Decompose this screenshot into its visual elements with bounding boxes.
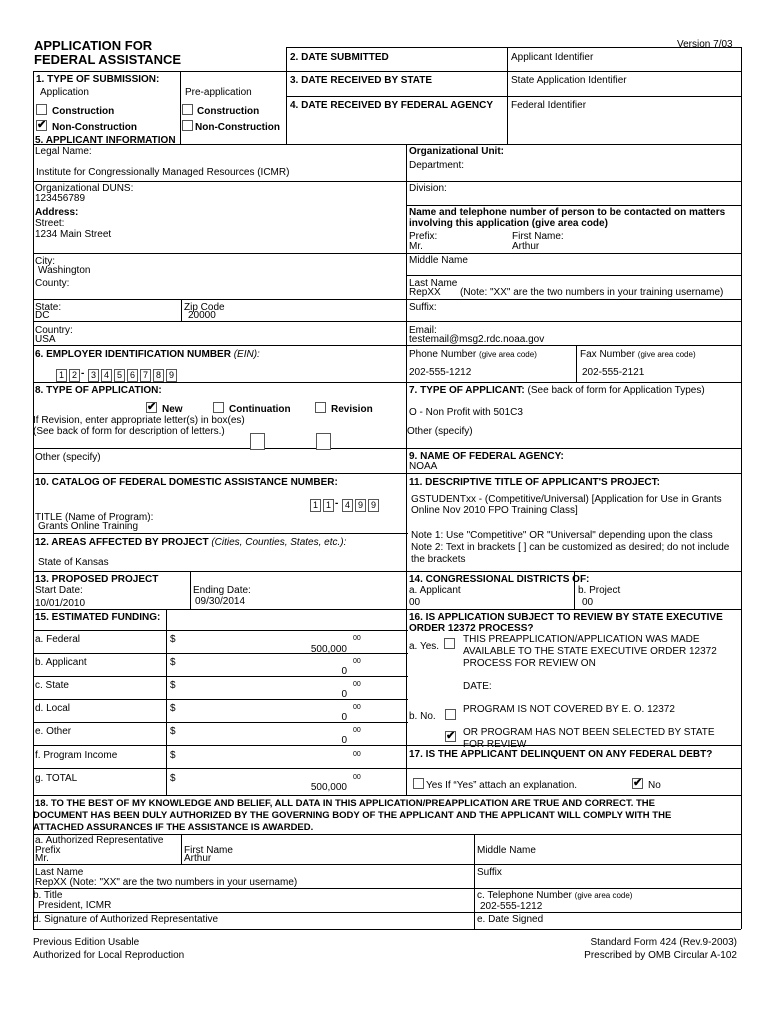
funding-dollar-sign: $ (170, 703, 176, 714)
project-note-1: Note 1: Use "Competitive" OR "Universal" depending upon the class (411, 530, 713, 541)
funding-row-label: b. Applicant (35, 657, 87, 668)
applicant-type-note: (See back of form for Application Types) (527, 385, 705, 396)
applicant-info-heading: 5. APPLICANT INFORMATION (35, 135, 176, 146)
delinquent-no-label: No (648, 780, 661, 791)
funding-row-cents: 00 (353, 635, 361, 642)
review-yes-text-line1: THIS PREAPPLICATION/APPLICATION WAS MADE (463, 634, 700, 645)
authorized-rep-label: a. Authorized Representative (35, 835, 164, 846)
pre-non-construction-checkbox[interactable] (182, 120, 193, 131)
funding-row-cents: 00 (353, 751, 361, 758)
review-yes-label: a. Yes. (409, 641, 440, 652)
rep-suffix-label: Suffix (477, 867, 502, 878)
non-construction-label: Non-Construction (52, 122, 137, 133)
project-note-3: the brackets (411, 554, 466, 565)
rep-phone-label-text: c. Telephone Number (477, 890, 572, 901)
construction-label: Construction (52, 106, 115, 117)
funding-row-label: g. TOTAL (35, 773, 78, 784)
legal-name-label: Legal Name: (35, 146, 92, 157)
contact-prefix-value: Mr. (409, 241, 423, 252)
app-type-heading: 8. TYPE OF APPLICATION: (35, 385, 162, 396)
funding-row-value: 500,000 (310, 782, 347, 793)
pre-construction-label: Construction (197, 106, 260, 117)
state-label: State: (35, 302, 62, 313)
department-label: Department: (409, 160, 465, 171)
contact-first-name-label: First Name: (512, 231, 564, 242)
street-value: 1234 Main Street (35, 229, 112, 240)
funding-dollar-sign: $ (170, 726, 176, 737)
program-title-label: TITLE (Name of Program): (35, 512, 154, 523)
certification-line2: DOCUMENT HAS BEEN DULY AUTHORIZED BY THE GOVERNING BODY OF THE APPLICANT AND THE APPLICANT WILL COMPLY WITH THE (33, 810, 672, 821)
rep-first-name-label: First Name (184, 845, 233, 856)
rep-prefix-label: Prefix (35, 845, 61, 856)
fax-label-text: Fax Number (580, 349, 636, 360)
end-date-value: 09/30/2014 (195, 596, 246, 607)
city-value: Washington (38, 265, 91, 276)
funding-row-label: d. Local (35, 703, 71, 714)
org-unit-label: Organizational Unit: (409, 146, 504, 157)
contact-first-name-value: Arthur (512, 241, 540, 252)
date-received-federal-label: 4. DATE RECEIVED BY FEDERAL AGENCY (290, 100, 493, 111)
funding-dollar-sign: $ (170, 680, 176, 691)
submission-application-label: Application (40, 87, 89, 98)
rep-title-label: b. Title (33, 890, 63, 901)
submission-heading: 1. TYPE OF SUBMISSION: (36, 74, 160, 85)
review-yes-checkbox[interactable] (444, 638, 455, 649)
date-submitted-label: 2. DATE SUBMITTED (290, 52, 389, 63)
end-date-label: Ending Date: (193, 585, 251, 596)
cfda-digit[interactable]: 9 (355, 499, 366, 512)
review-heading-line2: ORDER 12372 PROCESS? (409, 623, 534, 634)
rep-prefix-value: Mr. (35, 853, 49, 864)
fax-label (580, 349, 696, 360)
contact-prefix-label: Prefix: (409, 231, 438, 242)
non-construction-checkbox[interactable] (36, 120, 47, 131)
not-selected-checkbox[interactable] (445, 731, 456, 742)
applicant-identifier-label: Applicant Identifier (511, 52, 594, 63)
cfda-digit[interactable]: 1 (323, 499, 334, 512)
review-date-label: DATE: (463, 681, 492, 692)
not-covered-label: PROGRAM IS NOT COVERED BY E. O. 12372 (463, 704, 675, 715)
federal-identifier-label: Federal Identifier (511, 100, 587, 111)
revision-instruction-line2: (See back of form for description of letters.) (33, 426, 225, 437)
funding-dollar-sign: $ (170, 634, 176, 645)
review-yes-text-line2: AVAILABLE TO THE STATE EXECUTIVE ORDER 12372 (463, 646, 717, 657)
county-label: County: (35, 278, 70, 289)
review-heading-line1: 16. IS APPLICATION SUBJECT TO REVIEW BY STATE EXECUTIVE (409, 612, 723, 623)
project-note-2: Note 2: Text in brackets [ ] can be customized as desired; do not include (411, 542, 730, 553)
construction-checkbox[interactable] (36, 104, 47, 115)
ein-digit[interactable]: 8 (153, 369, 164, 382)
contact-middle-name-label: Middle Name (409, 255, 468, 266)
form-title-line2: FEDERAL ASSISTANCE (34, 52, 182, 67)
cfda-digit[interactable]: 4 (342, 499, 353, 512)
funding-row-value: 0 (341, 712, 347, 723)
project-title-line1: GSTUDENTxx - (Competitive/Universal) [Application for Use in Grants (411, 494, 722, 505)
country-value: USA (35, 334, 56, 345)
ein-digit[interactable]: 2 (69, 369, 80, 382)
not-selected-label-line2: FOR REVIEW (463, 739, 527, 750)
phone-label (409, 349, 537, 360)
funding-row-label: f. Program Income (35, 750, 118, 761)
review-yes-text-line3: PROCESS FOR REVIEW ON (463, 658, 596, 669)
delinquent-no-checkbox[interactable] (632, 778, 643, 789)
pre-non-construction-label: Non-Construction (195, 122, 280, 133)
delinquent-yes-checkbox[interactable] (413, 778, 424, 789)
applicant-type-other-label: Other (specify) (407, 426, 473, 437)
rep-first-name-value: Arthur (184, 853, 212, 864)
areas-heading (35, 537, 346, 548)
funding-row-cents: 00 (353, 727, 361, 734)
ein-heading-italic: (EIN): (233, 349, 260, 360)
duns-label: Organizational DUNS: (35, 183, 134, 194)
catalog-heading: 10. CATALOG OF FEDERAL DOMESTIC ASSISTANCE NUMBER: (35, 477, 338, 488)
cfda-dash: - (335, 498, 339, 509)
ein-dash: - (81, 368, 85, 379)
rep-last-name-label: Last Name (35, 867, 84, 878)
date-received-state-label: 3. DATE RECEIVED BY STATE (290, 75, 433, 86)
funding-dollar-sign: $ (170, 657, 176, 668)
contact-last-name-value: RepXX (409, 287, 441, 298)
not-selected-label-line1: OR PROGRAM HAS NOT BEEN SELECTED BY STATE (463, 727, 715, 738)
certification-line3: ATTACHED ASSURANCES IF THE ASSISTANCE IS AWARDED. (33, 822, 314, 833)
revision-instruction-line1: If Revision, enter appropriate letter(s) in box(es) (33, 415, 245, 426)
fax-label-hint: (give area code) (637, 350, 696, 359)
funding-row-cents: 00 (353, 681, 361, 688)
contact-last-name-label: Last Name (409, 278, 458, 289)
ein-digit[interactable]: 3 (88, 369, 99, 382)
address-label: Address: (35, 207, 79, 218)
rep-phone-label (477, 890, 632, 901)
contact-heading-line1: Name and telephone number of person to be contacted on matters (409, 207, 726, 218)
version-label: Version 7/03 (677, 39, 733, 50)
submission-preapplication-label: Pre-application (185, 87, 252, 98)
start-date-label: Start Date: (35, 585, 83, 596)
funding-row-cents: 00 (353, 704, 361, 711)
email-value: testemail@msg2.rdc.noaa.gov (409, 334, 545, 345)
revision-checkbox[interactable] (315, 402, 326, 413)
project-title-heading: 11. DESCRIPTIVE TITLE OF APPLICANT'S PROJECT: (409, 477, 660, 488)
applicant-type-heading (409, 385, 705, 396)
areas-value: State of Kansas (38, 557, 109, 568)
district-project-label: b. Project (578, 585, 621, 596)
applicant-type-value: O - Non Profit with 501C3 (409, 407, 523, 418)
funding-dollar-sign: $ (170, 750, 176, 761)
phone-label-hint: (give area code) (479, 350, 537, 359)
signature-label: d. Signature of Authorized Representative (33, 914, 219, 925)
legal-name-value: Institute for Congressionally Managed Resources (ICMR) (36, 167, 290, 178)
funding-row-value: 0 (341, 689, 347, 700)
federal-agency-heading: 9. NAME OF FEDERAL AGENCY: (409, 451, 564, 462)
district-applicant-value: 00 (409, 597, 421, 608)
ein-digit[interactable]: 6 (127, 369, 138, 382)
new-checkbox[interactable] (146, 402, 157, 413)
state-application-id-label: State Application Identifier (511, 75, 627, 86)
email-label: Email: (409, 325, 437, 336)
app-type-other-label: Other (specify) (35, 452, 101, 463)
project-title-line2: Online Nov 2010 FPO Training Class] (411, 505, 578, 516)
ein-heading-text: 6. EMPLOYER IDENTIFICATION NUMBER (35, 349, 231, 360)
funding-row-value: 0 (341, 666, 347, 677)
district-applicant-label: a. Applicant (409, 585, 461, 596)
proposed-project-heading: 13. PROPOSED PROJECT (35, 574, 159, 585)
applicant-type-heading-text: 7. TYPE OF APPLICANT: (409, 385, 525, 396)
contact-heading-line2: involving this application (give area code) (409, 218, 608, 229)
federal-agency-value: NOAA (409, 461, 438, 472)
cfda-digit[interactable]: 1 (310, 499, 321, 512)
duns-value: 123456789 (35, 193, 86, 204)
footer-edition: Previous Edition Usable (33, 937, 140, 948)
delinquent-heading: 17. IS THE APPLICANT DELINQUENT ON ANY FEDERAL DEBT? (409, 749, 713, 760)
new-label: New (162, 404, 183, 415)
rep-phone-label-hint: (give area code) (574, 891, 633, 900)
ein-digit[interactable]: 4 (101, 369, 112, 382)
pre-construction-checkbox[interactable] (182, 104, 193, 115)
delinquent-yes-label: Yes If “Yes” attach an explanation. (426, 780, 578, 791)
rep-last-name-value: RepXX (Note: "XX" are the two numbers in your username) (35, 877, 298, 888)
funding-heading: 15. ESTIMATED FUNDING: (35, 612, 161, 623)
zip-value: 20000 (188, 310, 216, 321)
city-label: City: (35, 256, 55, 267)
footer-form-number: Standard Form 424 (Rev.9-2003) (590, 937, 737, 948)
rep-phone-value: 202-555-1212 (480, 901, 543, 912)
program-title-value: Grants Online Training (38, 521, 139, 532)
date-signed-label: e. Date Signed (477, 914, 544, 925)
fax-value: 202-555-2121 (582, 367, 645, 378)
revision-label: Revision (331, 404, 373, 415)
districts-heading: 14. CONGRESSIONAL DISTRICTS OF: (409, 574, 590, 585)
cfda-digit[interactable]: 9 (368, 499, 379, 512)
review-no-label: b. No. (409, 711, 436, 722)
rep-title-value: President, ICMR (38, 900, 112, 911)
ein-digit[interactable]: 1 (56, 369, 67, 382)
footer-reproduction: Authorized for Local Reproduction (33, 950, 185, 961)
zip-label: Zip Code (184, 302, 225, 313)
ein-digit[interactable]: 9 (166, 369, 177, 382)
start-date-value: 10/01/2010 (35, 598, 86, 609)
funding-row-label: e. Other (35, 726, 72, 737)
continuation-label: Continuation (229, 404, 291, 415)
funding-row-value: 500,000 (310, 644, 347, 655)
street-label: Street: (35, 218, 65, 229)
rep-middle-name-label: Middle Name (477, 845, 536, 856)
phone-value: 202-555-1212 (409, 367, 472, 378)
training-note: (Note: "XX" are the two numbers in your training username) (460, 287, 724, 298)
certification-line1: 18. TO THE BEST OF MY KNOWLEDGE AND BELIEF, ALL DATA IN THIS APPLICATION/PREAPPLICATION ARE TRUE AND CORRECT. THE (35, 798, 655, 809)
revision-letter-box[interactable] (250, 433, 265, 450)
district-project-value: 00 (582, 597, 594, 608)
funding-row-label: c. State (35, 680, 69, 691)
division-label: Division: (409, 183, 447, 194)
funding-row-cents: 00 (353, 658, 361, 665)
not-covered-checkbox[interactable] (445, 709, 456, 720)
footer-circular: Prescribed by OMB Circular A-102 (584, 950, 737, 961)
ein-heading (35, 349, 260, 360)
ein-digit[interactable]: 5 (114, 369, 125, 382)
country-label: Country: (35, 325, 73, 336)
areas-heading-italic: (Cities, Counties, States, etc.): (211, 537, 347, 548)
form-title-line1: APPLICATION FOR (34, 38, 153, 53)
phone-label-text: Phone Number (409, 349, 477, 360)
continuation-checkbox[interactable] (213, 402, 224, 413)
suffix-label: Suffix: (409, 302, 437, 313)
ein-digit[interactable]: 7 (140, 369, 151, 382)
revision-letter-box[interactable] (316, 433, 331, 450)
areas-heading-text: 12. AREAS AFFECTED BY PROJECT (35, 537, 209, 548)
funding-row-label: a. Federal (35, 634, 81, 645)
state-value: DC (35, 310, 50, 321)
funding-row-value: 0 (341, 735, 347, 746)
funding-row-cents: 00 (353, 774, 361, 781)
funding-dollar-sign: $ (170, 773, 176, 784)
